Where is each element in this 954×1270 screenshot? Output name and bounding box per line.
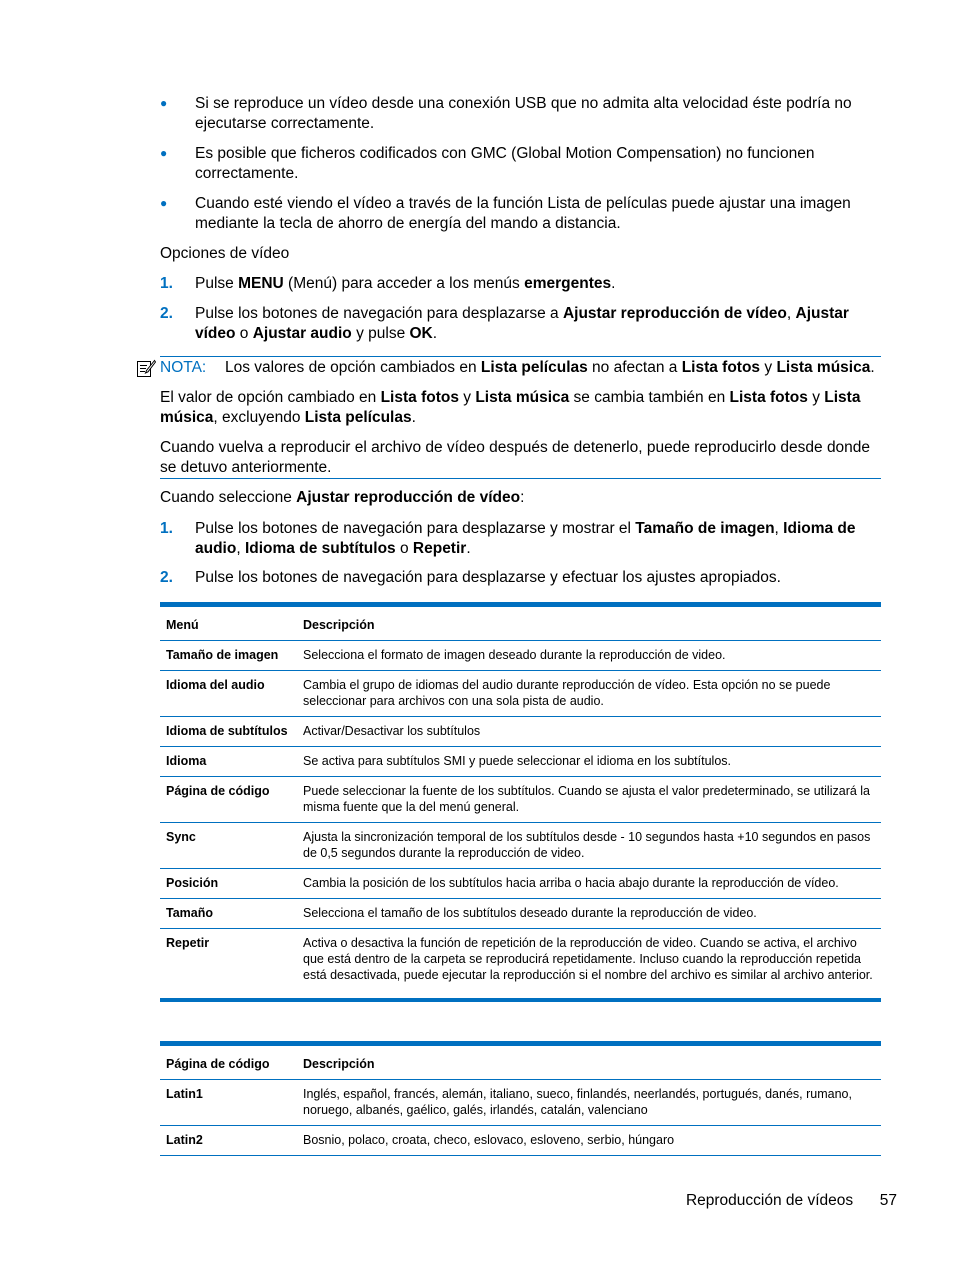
step-number: 1. [160,275,173,292]
table-header-cell: Página de código [160,1046,297,1080]
table-row [160,717,881,747]
section-title: Opciones de vídeo [160,245,290,262]
table-cell-menu: Idioma del audio [160,671,297,717]
table-cell-menu: Tamaño [160,899,297,929]
step-number: 1. [160,520,173,537]
bullet-icon: ● [160,146,168,160]
table-cell-menu: Tamaño de imagen [160,641,297,671]
step-number: 2. [160,569,173,586]
footer-section-title: Reproducción de vídeos [685,1192,854,1209]
table-cell-description: Cambia el grupo de idiomas del audio durante reproducción de vídeo. Esta opción no se puede seleccionar para archivos con una sola pista de audio. [297,671,881,717]
bullet-text: Es posible que ficheros codificados con GMC (Global Motion Compensation) no funcionen correctamente. [195,145,815,182]
table-cell-description: Puede seleccionar la fuente de los subtítulos. Cuando se ajusta el valor predeterminado, se utilizará la misma fuente que la del menú general. [297,777,881,823]
note-paragraph: El valor de opción cambiado en Lista fotos y Lista música se cambia también en Lista fotos y Lista música, excluyendo Lista películas. [160,389,861,426]
intro-paragraph: Cuando seleccione Ajustar reproducción de vídeo: [160,489,525,506]
table-cell-description: Selecciona el tamaño de los subtítulos deseado durante la reproducción de video. [297,899,881,929]
step-text: Pulse los botones de navegación para desplazarse a Ajustar reproducción de vídeo, Ajustar vídeo o Ajustar audio y pulse OK. [195,305,849,342]
table-cell-menu: Sync [160,823,297,869]
table-cell-menu: Posición [160,869,297,899]
table-header-cell: Descripción [297,607,881,641]
table-cell-menu: Idioma [160,747,297,777]
table-row [160,929,881,991]
table-row [160,869,881,899]
table-row [160,1126,881,1156]
page-footer [686,1191,897,1211]
table-cell-description: Cambia la posición de los subtítulos hacia arriba o hacia abajo durante la reproducción de vídeo. [297,869,881,899]
note-text: Los valores de opción cambiados en Lista películas no afectan a Lista fotos y Lista música. [225,359,875,376]
note-label: NOTA: [160,359,207,376]
table-row [160,747,881,777]
table-header-cell: Descripción [297,1046,881,1080]
table-cell-description: Ajusta la sincronización temporal de los subtítulos desde - 10 segundos hasta +10 segundos en pasos de 0,5 segundos durante la reproducción de video. [297,823,881,869]
table-row [160,641,881,671]
table-cell-description: Bosnio, polaco, croata, checo, eslovaco, esloveno, serbio, húngaro [297,1126,881,1156]
table-cell-codepage: Latin1 [160,1080,297,1126]
table-cell-description: Inglés, español, francés, alemán, italiano, sueco, finlandés, neerlandés, portugués, danés, rumano, noruego, albanés, gaélico, galés, irlandés, catalán, valenciano [297,1080,881,1126]
step-number: 2. [160,305,173,322]
table-row [160,899,881,929]
table-row [160,823,881,869]
table-header-row [160,1046,881,1080]
page-number: 57 [879,1192,897,1209]
table-row [160,1080,881,1126]
table-row [160,671,881,717]
codepage-table [160,1046,881,1156]
bullet-text: Cuando esté viendo el vídeo a través de la función Lista de películas puede ajustar una imagen mediante la tecla de ahorro de energía del mando a distancia. [195,195,851,232]
note-pencil-icon [136,359,156,379]
table-cell-description: Activar/Desactivar los subtítulos [297,717,881,747]
table-bottom-bar [160,998,881,1002]
step-text: Pulse MENU (Menú) para acceder a los menús emergentes. [195,275,616,292]
table-cell-menu: Repetir [166,936,210,950]
table-cell-menu: Idioma de subtítulos [160,717,297,747]
table-row [160,777,881,823]
bullet-icon: ● [160,96,168,110]
bullet-text: Si se reproduce un vídeo desde una conexión USB que no admita alta velocidad éste podría no ejecutarse correctamente. [195,95,852,132]
menu-table [160,607,881,990]
note-top-rule [160,356,881,357]
table-cell-menu: Página de código [160,777,297,823]
note-paragraph: Cuando vuelva a reproducir el archivo de vídeo después de detenerlo, puede reproducirlo desde donde se detuvo anteriormente. [160,439,871,476]
step-text: Pulse los botones de navegación para desplazarse y mostrar el Tamaño de imagen, Idioma de audio, Idioma de subtítulos o Repetir. [195,520,856,557]
table-cell-description: Se activa para subtítulos SMI y puede seleccionar el idioma en los subtítulos. [297,747,881,777]
table-header-row [160,607,881,641]
note-bottom-rule [160,478,881,479]
table-cell-description: Activa o desactiva la función de repetición de la reproducción de video. Cuando se activa, el archivo que está dentro de la carpeta se reproducirá repetidamente. Incluso cuando la reproducción repetida está desactivada, puede ejecutar la reproducción si el nombre del archivo es similar al archivo anterior. [303,936,873,982]
step-text: Pulse los botones de navegación para desplazarse y efectuar los ajustes apropiados. [195,569,781,586]
table-cell-description: Selecciona el formato de imagen deseado durante la reproducción de video. [297,641,881,671]
bullet-icon: ● [160,196,168,210]
table-header-cell: Menú [160,607,297,641]
table-cell-codepage: Latin2 [160,1126,297,1156]
